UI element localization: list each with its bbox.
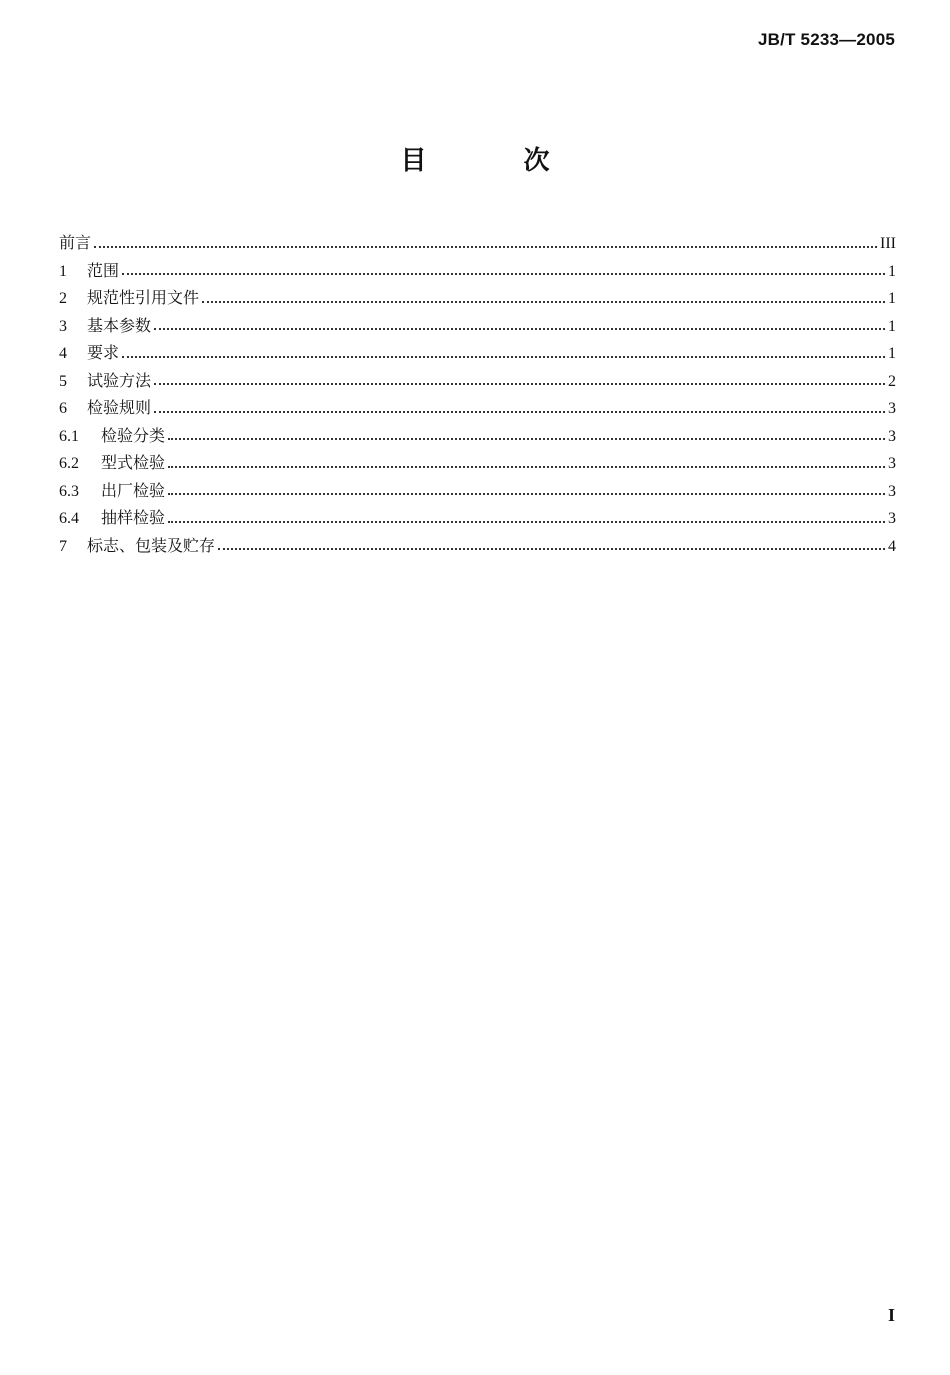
toc-entry[interactable]: [59, 504, 896, 532]
toc-leader-dots: [154, 382, 885, 385]
toc-leader-dots: [202, 300, 885, 303]
toc-entry-label: 规范性引用文件: [87, 288, 200, 307]
toc-entry[interactable]: [59, 394, 896, 422]
toc-entry-label: 要求: [87, 343, 120, 362]
toc-leader-dots: [154, 410, 885, 413]
toc-leader-dots: [122, 355, 885, 358]
toc-entry-page: 1: [888, 345, 896, 362]
toc-entry-number: 5: [59, 372, 67, 390]
toc-leader-dots: [168, 465, 885, 468]
page-number: I: [887, 1305, 895, 1325]
toc-entry[interactable]: [59, 229, 896, 257]
toc-entry[interactable]: [59, 477, 896, 505]
toc-entry[interactable]: [59, 449, 896, 477]
toc-title: 目 次: [400, 146, 594, 176]
toc-entry-number: 3: [59, 317, 67, 335]
toc-entry-number: 1: [59, 262, 67, 280]
toc-leader-dots: [94, 245, 877, 248]
toc-entry-label: 试验方法: [87, 370, 152, 390]
toc-entry-page: 3: [888, 510, 896, 527]
toc-leader-dots: [168, 492, 885, 495]
toc-entry[interactable]: [59, 532, 896, 560]
toc-leader-dots: [168, 520, 885, 523]
toc-entry-page: III: [880, 235, 896, 252]
toc-entry-label: 检验规则: [87, 398, 152, 417]
toc-leader-dots: [218, 547, 885, 550]
toc-entry-number: 6.2: [59, 455, 79, 472]
toc-entry[interactable]: [59, 339, 896, 367]
toc-entry-number: 6: [59, 400, 67, 417]
toc-entry-label: 范围: [87, 260, 120, 280]
toc-entry-page: 3: [888, 400, 896, 417]
toc-entry[interactable]: [59, 312, 896, 340]
toc-entry-page: 4: [888, 537, 896, 555]
toc-entry[interactable]: [59, 257, 896, 285]
toc-entry-label: 标志、包装及贮存: [87, 535, 216, 555]
toc-entry-number: 7: [59, 537, 67, 555]
toc-entry-page: 1: [888, 262, 896, 280]
toc-entry-page: 3: [888, 427, 896, 445]
toc-entry[interactable]: [59, 367, 896, 395]
toc-entry-label: 基本参数: [87, 315, 152, 335]
toc-entry-page: 1: [888, 317, 896, 335]
toc-leader-dots: [154, 327, 885, 330]
toc-entry-number: 2: [59, 290, 67, 307]
toc-entry-label: 型式检验: [101, 453, 166, 472]
toc-entry-page: 1: [888, 290, 896, 307]
toc-leader-dots: [168, 437, 885, 440]
toc-entry-number: 6.4: [59, 510, 79, 527]
toc-entry-number: 6.1: [59, 427, 79, 445]
toc-entry[interactable]: [59, 284, 896, 312]
standard-code: JB/T 5233—2005: [758, 30, 895, 49]
toc-entry-page: 3: [888, 455, 896, 472]
toc-entry-label: 前言: [59, 233, 92, 252]
toc-entry[interactable]: [59, 422, 896, 450]
toc-entry-number: 4: [59, 345, 67, 362]
toc-entry-label: 出厂检验: [101, 480, 166, 500]
toc-list: [59, 229, 896, 559]
toc-leader-dots: [122, 272, 885, 275]
toc-entry-number: 6.3: [59, 482, 79, 500]
toc-entry-label: 抽样检验: [101, 508, 166, 527]
toc-entry-page: 3: [888, 482, 896, 500]
toc-entry-page: 2: [888, 372, 896, 390]
toc-entry-label: 检验分类: [101, 425, 166, 445]
